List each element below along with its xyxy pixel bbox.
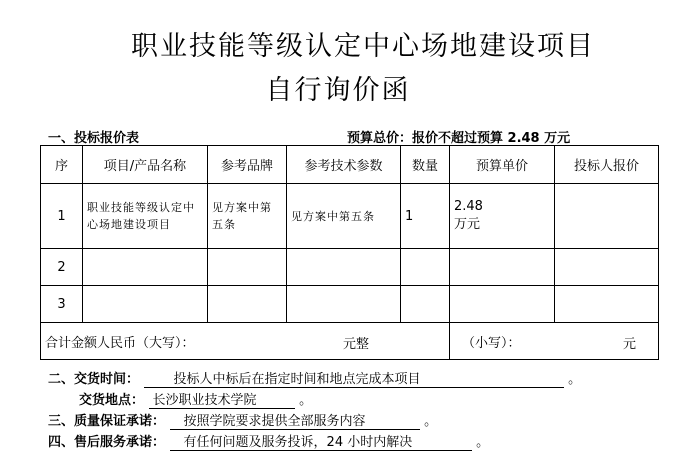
header-qty: 数量 <box>401 146 450 184</box>
table-row <box>41 286 659 323</box>
header-params: 参考技术参数 <box>287 146 401 184</box>
delivery-time-label: 二、交货时间： <box>48 372 140 387</box>
quality-value: 按照学院要求提供全部服务内容 <box>170 414 420 430</box>
quality-label: 三、质量保证承诺： <box>48 414 166 429</box>
cell-params <box>287 286 401 323</box>
header-bid-price: 投标人报价 <box>555 146 659 184</box>
quote-table <box>40 145 659 360</box>
cell-bid-price[interactable] <box>555 184 659 249</box>
cell-params: 见方案中第五条 <box>287 184 401 249</box>
cell-brand: 见方案中第五条 <box>208 184 287 249</box>
cell-name <box>83 249 208 286</box>
cell-bid-price[interactable] <box>555 286 659 323</box>
document-title-line1: 职业技能等级认定中心场地建设项目 <box>131 31 595 62</box>
total-capital-unit: 元整 <box>343 337 370 352</box>
cell-budget-price <box>450 184 555 249</box>
table-row <box>41 184 659 249</box>
table-row <box>41 249 659 286</box>
cell-brand <box>208 286 287 323</box>
aftersale-label: 四、售后服务承诺： <box>48 435 166 450</box>
total-row <box>41 323 659 360</box>
cell-qty <box>401 286 450 323</box>
cell-name: 职业技能等级认定中心场地建设项目 <box>83 184 208 249</box>
header-name: 项目/产品名称 <box>83 146 208 184</box>
cell-qty <box>401 249 450 286</box>
total-capital-label: 合计金额人民币（大写）： <box>45 335 195 351</box>
cell-name <box>83 286 208 323</box>
table-header-row <box>41 146 659 184</box>
end-mark: 。 <box>476 435 490 450</box>
aftersale-line <box>48 431 489 451</box>
total-capital-cell[interactable] <box>41 323 450 360</box>
aftersale-value: 有任何问题及服务投诉，24 小时内解决 <box>170 435 472 451</box>
delivery-place-value: 长沙职业技术学院 <box>149 393 295 409</box>
end-mark: 。 <box>568 372 582 387</box>
end-mark: 。 <box>424 414 438 429</box>
document-title-line2: 自行询价函 <box>265 75 411 106</box>
quality-line <box>48 410 437 430</box>
cell-brand <box>208 249 287 286</box>
budget-price-unit: 万元 <box>454 217 481 232</box>
cell-no: 3 <box>41 286 83 323</box>
cell-budget-price <box>450 249 555 286</box>
cell-bid-price[interactable] <box>555 249 659 286</box>
delivery-time-line <box>48 368 581 388</box>
cell-params <box>287 249 401 286</box>
budget-price-value: 2.48 <box>454 199 483 214</box>
budget-note: 预算总价：报价不超过预算 2.48 万元 <box>347 131 571 146</box>
header-brand: 参考品牌 <box>208 146 287 184</box>
end-mark: 。 <box>299 393 313 408</box>
delivery-place-line <box>79 389 312 409</box>
delivery-time-value: 投标人中标后在指定时间和地点完成本项目 <box>144 372 564 388</box>
cell-budget-price <box>450 286 555 323</box>
delivery-place-label: 交货地点： <box>79 393 145 408</box>
total-small-label: （小写）： <box>462 335 521 351</box>
header-budget-price: 预算单价 <box>450 146 555 184</box>
cell-qty: 1 <box>401 184 450 249</box>
cell-no: 1 <box>41 184 83 249</box>
header-no: 序 <box>41 146 83 184</box>
section1-heading: 一、投标报价表 <box>48 131 140 146</box>
total-small-unit: 元 <box>622 337 636 352</box>
total-small-cell[interactable] <box>450 323 659 360</box>
cell-no: 2 <box>41 249 83 286</box>
